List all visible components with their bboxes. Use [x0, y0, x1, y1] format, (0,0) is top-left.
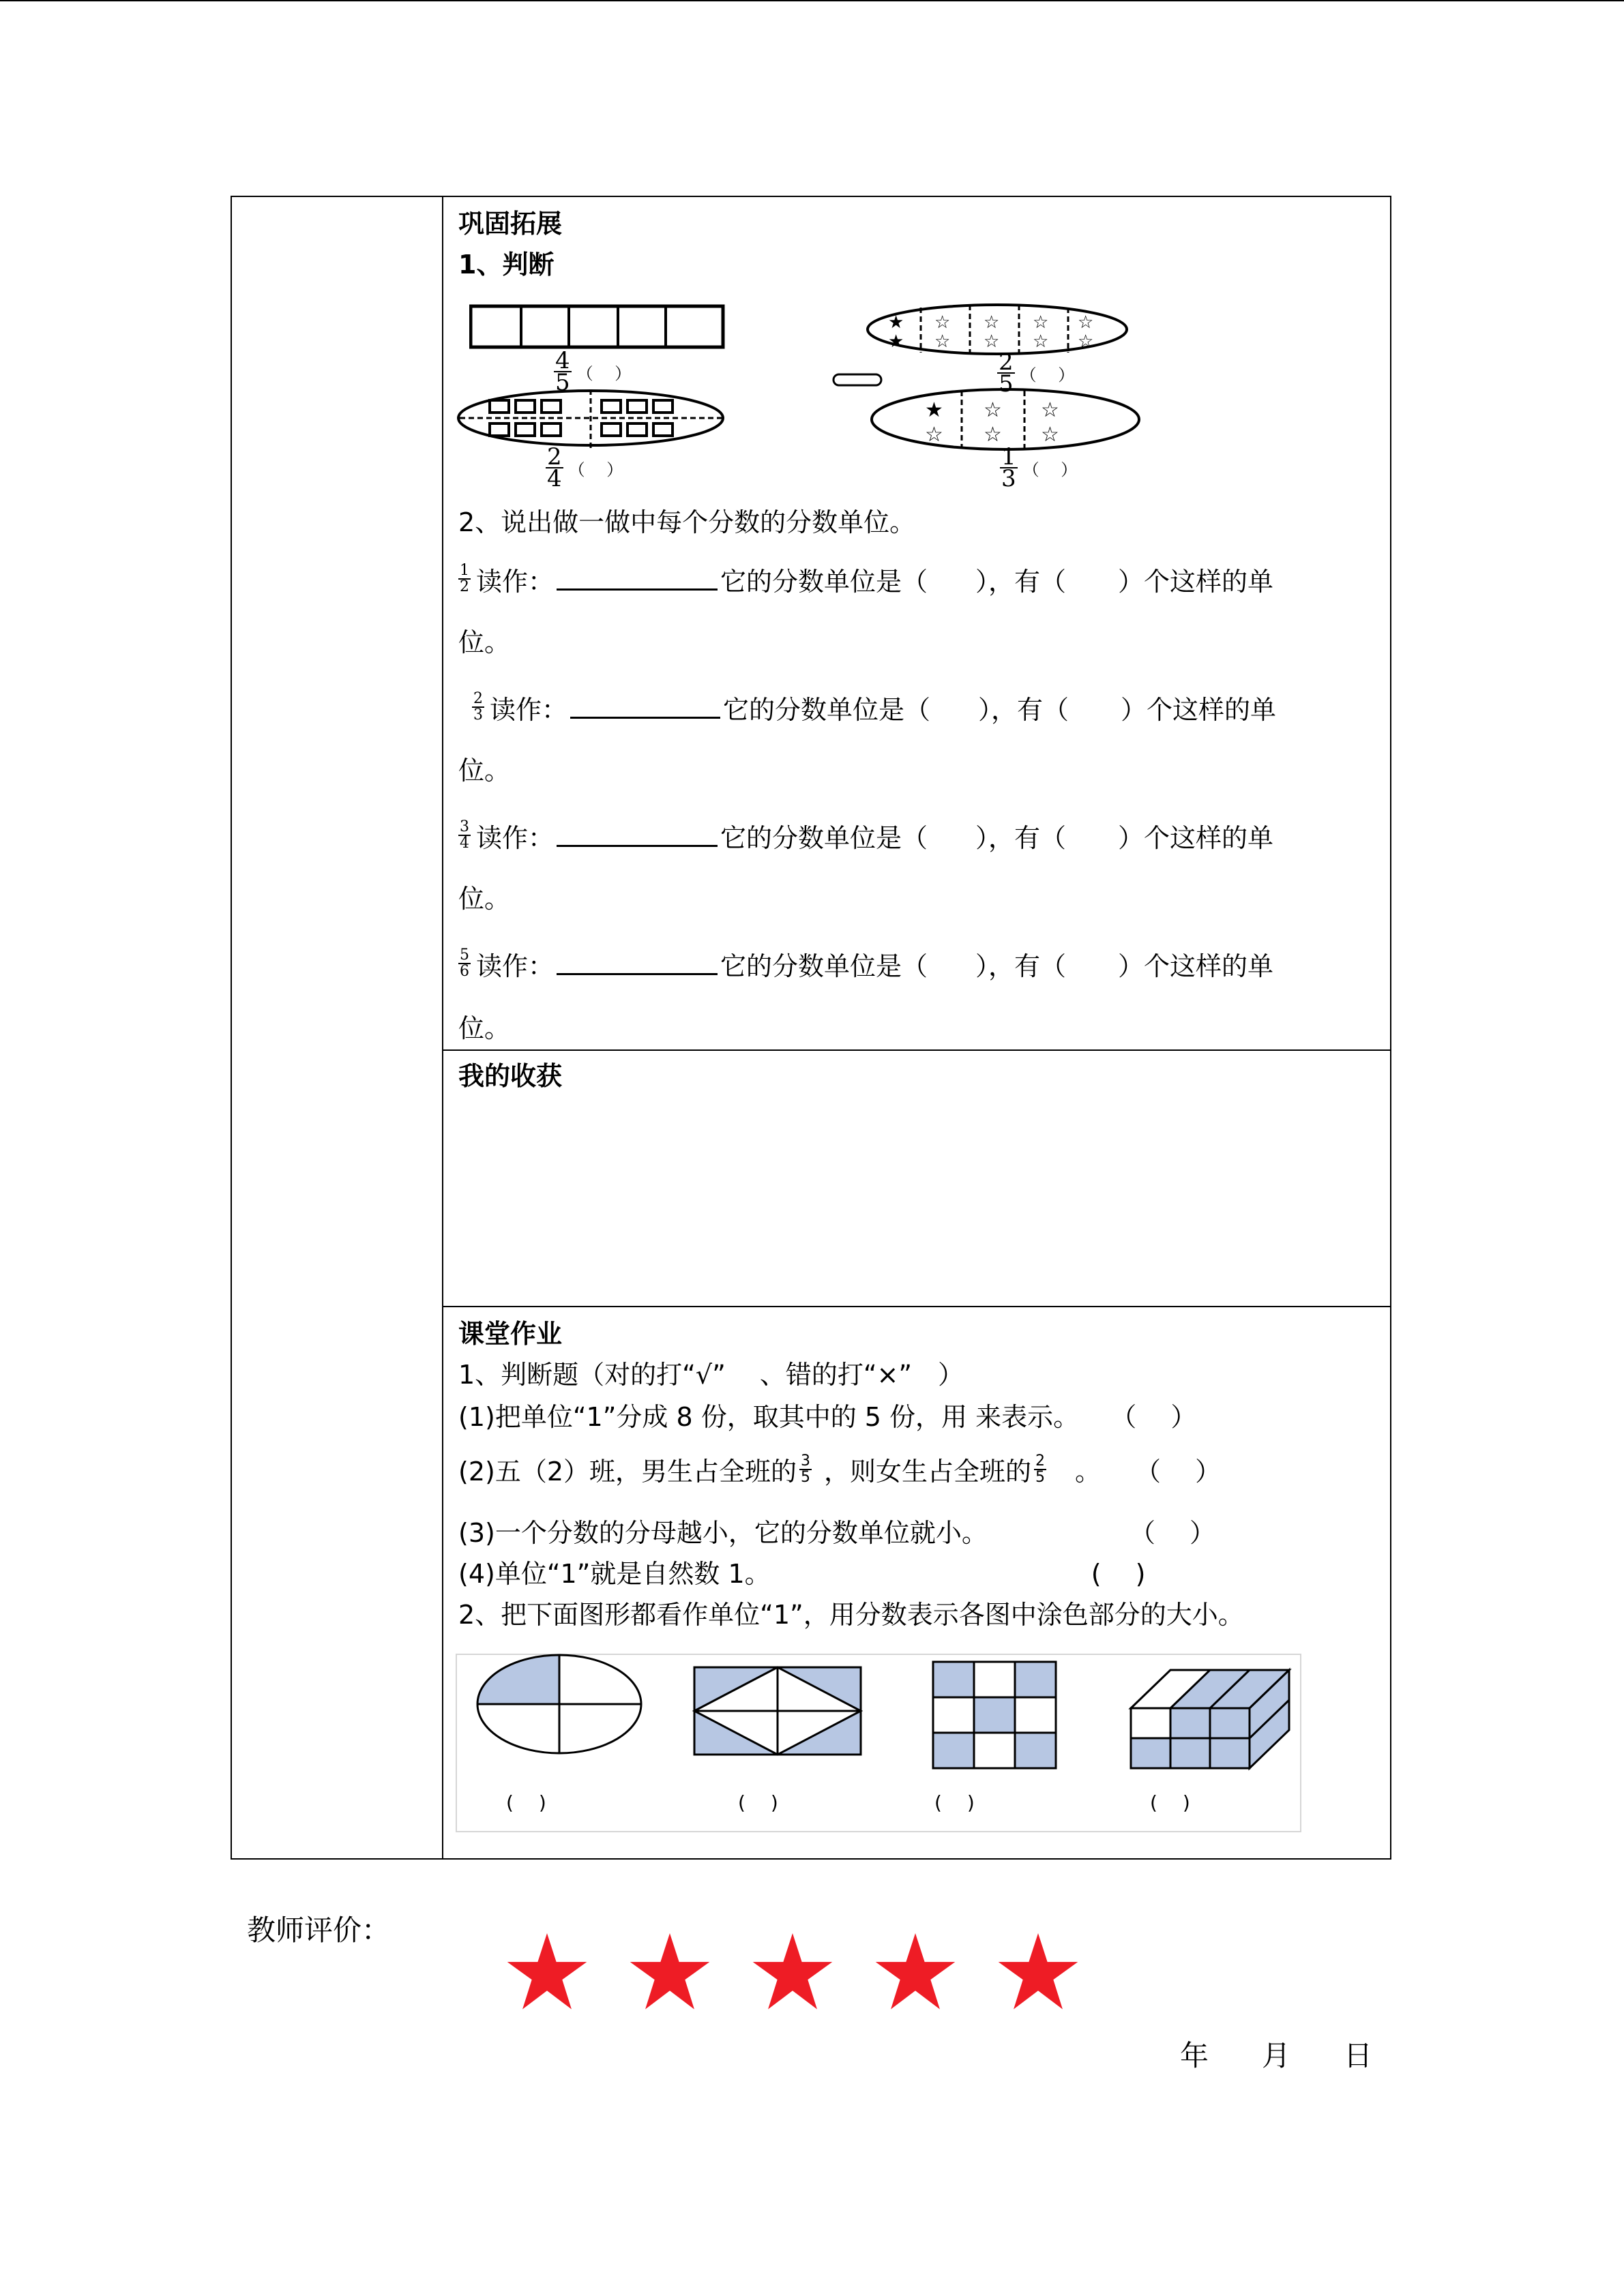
wrap-text-2: 位。: [458, 756, 511, 786]
fig1-label: $\frac{4}{5}$ （ ）: [555, 347, 632, 396]
teacher-eval-label: 教师评价：: [247, 1913, 391, 1947]
svg-text:★: ★: [888, 312, 904, 333]
ellipse-shape: [477, 1655, 641, 1753]
judge-title: 1、判断: [458, 250, 555, 280]
wrap-text-3: 位。: [458, 884, 511, 914]
svg-text:☆: ☆: [1041, 398, 1059, 422]
star-icon[interactable]: [996, 1930, 1080, 2014]
q2-text: 2、说出做一做中每个分数的分数单位。: [458, 507, 916, 537]
date-year: 年: [1180, 2039, 1209, 2072]
top-rule: [0, 0, 1624, 1]
judge-item-2: (2)五（2）班，男生占全班的 $\frac{3}{5}$ ，则女生占全班的 $\frac{2}{5}$ 。 （ ）: [458, 1452, 1222, 1487]
fraction-row-3: $\frac{3}{4}$ 读作： 它的分数单位是（ ），有（ ）个这样的单: [460, 818, 1274, 853]
svg-text:☆: ☆: [1033, 331, 1049, 352]
rating-stars[interactable]: [505, 1930, 1080, 2014]
judge-question: 1、判断题（对的打“√” 、错的打“×” ）: [458, 1360, 964, 1390]
svg-text:☆: ☆: [984, 423, 1002, 447]
answer-blank[interactable]: [557, 824, 718, 847]
cuboid-shape: [1131, 1670, 1289, 1768]
svg-text:☆: ☆: [925, 423, 943, 447]
judge-item-1: (1)把单位“1”分成 8 份，取其中的 5 份，用 来表示。 （ ）: [458, 1402, 1197, 1432]
svg-text:☆: ☆: [934, 331, 951, 352]
stars-ellipse-figure-2: [832, 373, 1146, 455]
svg-text:☆: ☆: [984, 312, 1000, 333]
boxes-figure: [469, 299, 728, 354]
wrap-text-4: 位。: [458, 1013, 511, 1043]
section-title: 课堂作业: [458, 1319, 563, 1349]
svg-text:★: ★: [925, 398, 943, 422]
stars-ellipse-figure: [853, 299, 1139, 368]
date-day: 日: [1344, 2039, 1373, 2072]
svg-text:☆: ☆: [1041, 423, 1059, 447]
rect-diamond-shape: [694, 1667, 861, 1755]
harvest-cell: [443, 1051, 1390, 1307]
rects-ellipse-figure: [456, 388, 742, 456]
right-column: [443, 197, 1390, 1858]
star-icon[interactable]: [505, 1930, 589, 2014]
judge-item-3: (3)一个分数的分母越小，它的分数单位就小。 （ ）: [458, 1518, 1216, 1548]
fig3-label: $\frac{2}{4}$ （ ）: [547, 443, 623, 492]
star-icon[interactable]: [873, 1930, 958, 2014]
svg-text:☆: ☆: [1078, 312, 1094, 333]
fraction-row-4: $\frac{5}{6}$ 读作： 它的分数单位是（ ），有（ ）个这样的单: [460, 946, 1274, 981]
svg-text:☆: ☆: [984, 331, 1000, 352]
shade-question: 2、把下面图形都看作单位“1”，用分数表示各图中涂色部分的大小。: [458, 1600, 1244, 1630]
answer-mark-3: ( ): [934, 1791, 975, 1814]
homework-cell: [443, 1307, 1390, 1861]
fig2-label: $\frac{2}{5}$ （ ）: [999, 348, 1075, 398]
answer-blank[interactable]: [557, 568, 718, 591]
worksheet-table: [231, 196, 1391, 1860]
section-title: 我的收获: [458, 1061, 563, 1091]
judge-item-4: (4)单位“1”就是自然数 1。 ( ): [458, 1559, 1146, 1589]
svg-text:☆: ☆: [984, 398, 1002, 422]
fraction-row-2: $\frac{2}{3}$ 读作： 它的分数单位是（ ），有（ ）个这样的单: [473, 690, 1277, 725]
wrap-text-1: 位。: [458, 627, 511, 657]
svg-text:☆: ☆: [934, 312, 951, 333]
svg-text:☆: ☆: [1078, 331, 1094, 352]
consolidation-cell: [443, 197, 1390, 1051]
svg-text:☆: ☆: [1033, 312, 1049, 333]
shapes-panel: [456, 1654, 1301, 1832]
date-month: 月: [1262, 2039, 1291, 2072]
star-icon[interactable]: [628, 1930, 712, 2014]
answer-mark-1: ( ): [506, 1791, 546, 1814]
fraction-row-1: $\frac{1}{2}$ 读作： 它的分数单位是（ ），有（ ）个这样的单: [460, 562, 1274, 597]
svg-text:★: ★: [888, 331, 904, 352]
fig4-label: $\frac{1}{3}$ （ ）: [1001, 443, 1078, 492]
section-title: 巩固拓展: [458, 209, 563, 239]
star-icon[interactable]: [750, 1930, 835, 2014]
answer-blank[interactable]: [570, 696, 720, 719]
left-column: [232, 197, 443, 1858]
answer-blank[interactable]: [557, 953, 718, 975]
answer-mark-2: ( ): [738, 1791, 778, 1814]
answer-mark-4: ( ): [1150, 1791, 1190, 1814]
grid-shape: [933, 1662, 1056, 1768]
